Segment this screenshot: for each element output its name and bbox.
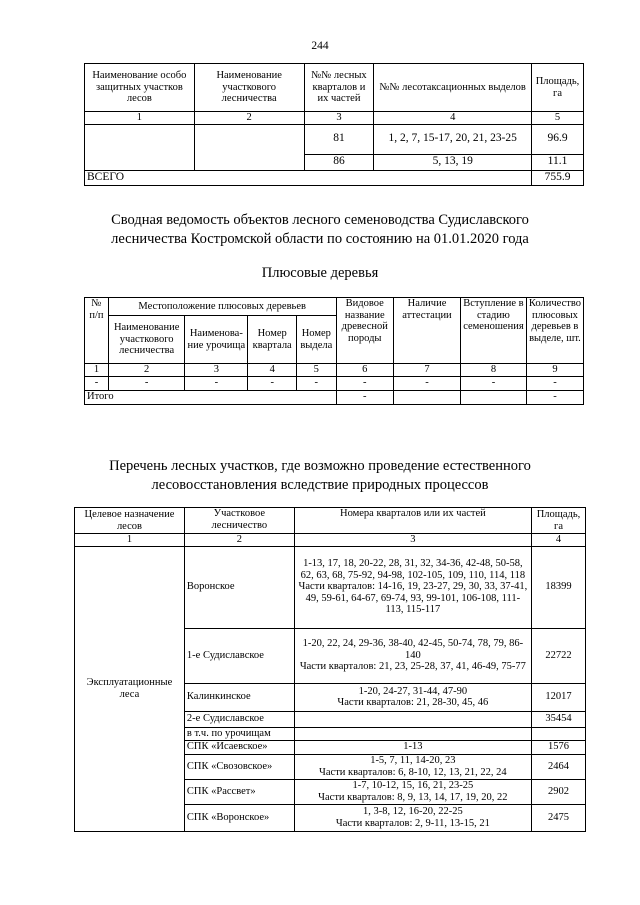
t2-colnum: 3 — [185, 364, 248, 377]
t1-empty-cell — [85, 124, 195, 170]
t3-area: 2902 — [532, 779, 586, 804]
t2-colnum: 2 — [108, 364, 185, 377]
heading-natural-regeneration — [0, 457, 640, 495]
table-row-total — [85, 170, 584, 185]
t3-header-4: Площадь, га — [532, 508, 586, 534]
t2-total-count: - — [526, 390, 583, 404]
t2-dash: - — [185, 376, 248, 390]
t1-colnum: 1 — [85, 112, 195, 125]
heading-line: лесовосстановления вследствие природных процессов — [151, 477, 489, 493]
t2-subheader: Номер выдела — [297, 316, 336, 364]
t3-name: Калинкинское — [184, 683, 294, 711]
t1-empty-cell — [194, 124, 304, 170]
t3-parts-line: Части кварталов: 21, 23, 25-28, 37, 41, 46-49, 75-77 — [299, 661, 526, 673]
t3-numbers-line: 1-13, 17, 18, 20-22, 28, 31, 32, 34-36, 42-48, 50-58, 62, 63, 68, 75-92, 94-98, 102-105, 109, 110, 114, 118 — [300, 558, 526, 581]
t1-total-label: ВСЕГО — [85, 170, 532, 185]
t3-parts-line: Части кварталов: 14-16, 19, 23-27, 29, 30, 33, 37-41, 49, 59-61, 64-67, 69-74, 93, 99-101, 106-108, 111-113, 115-117 — [298, 581, 528, 616]
t3-parts-line: Части кварталов: 6, 8-10, 12, 13, 21, 22, 24 — [319, 766, 507, 778]
t1-colnum: 4 — [374, 112, 532, 125]
t2-subheader: Наименование участкового лесничества — [108, 316, 185, 364]
t2-colnum: 7 — [394, 364, 461, 377]
t1-header-4: №№ лесотаксационных выделов — [374, 64, 532, 112]
t3-numbers-line: 1-7, 10-12, 15, 16, 21, 23-25 — [352, 780, 474, 791]
t3-area — [532, 727, 586, 740]
t2-dash: - — [394, 376, 461, 390]
t1-header-1: Наименование особо защитных участков лесов — [85, 64, 195, 112]
t2-header-stage: Вступление в стадию семеношения — [461, 298, 527, 364]
heading-line: Сводная ведомость объектов лесного семеноводства Судиславского — [111, 212, 529, 228]
t3-area: 35454 — [532, 711, 586, 727]
t3-colnum: 2 — [184, 534, 294, 547]
t3-name: СПК «Рассвет» — [184, 779, 294, 804]
t3-purpose: Эксплуатационные леса — [75, 546, 185, 831]
t2-header-species: Видовое название древесной породы — [336, 298, 394, 364]
t3-header-1: Целевое назначение лесов — [75, 508, 185, 534]
t3-parts-line: Части кварталов: 21, 28-30, 45, 46 — [337, 697, 489, 708]
t3-numbers — [294, 754, 531, 779]
natural-regeneration-table — [74, 507, 586, 832]
t3-area: 2475 — [532, 804, 586, 831]
t2-dash: - — [297, 376, 336, 390]
t3-header-2: Участковое лесничество — [184, 508, 294, 534]
t3-name: Воронское — [184, 546, 294, 628]
t3-area: 1576 — [532, 740, 586, 754]
t2-total-label: Итого — [85, 390, 337, 404]
t3-name: СПК «Воронское» — [184, 804, 294, 831]
t3-numbers-line: 1-20, 22, 24, 29-36, 38-40, 42-45, 50-74, 78, 79, 86-140 — [302, 638, 524, 661]
t3-name: СПК «Исаевское» — [184, 740, 294, 754]
t2-dash: - — [85, 376, 109, 390]
t2-dash: - — [461, 376, 527, 390]
t2-colnum: 5 — [297, 364, 336, 377]
t1-total-area: 755.9 — [532, 170, 584, 185]
t2-header-location: Местоположение плюсовых деревьев — [108, 298, 336, 316]
t1-header-5: Площадь, га — [532, 64, 584, 112]
t1-colnum: 5 — [532, 112, 584, 125]
heading-line: лесничества Костромской области по состоянию на 01.01.2020 года — [111, 231, 529, 247]
heading-line: Перечень лесных участков, где возможно проведение естественного — [109, 458, 531, 474]
subheading-plus-trees: Плюсовые деревья — [261, 265, 379, 281]
t3-colnum: 1 — [75, 534, 185, 547]
t2-total-species: - — [336, 390, 394, 404]
t1-kvartal: 81 — [304, 124, 374, 154]
t2-dash: - — [526, 376, 583, 390]
t3-parts-line: Части кварталов: 8, 9, 13, 14, 17, 19, 20, 22 — [318, 791, 508, 803]
t1-header-3: №№ лесных кварталов и их частей — [304, 64, 374, 112]
table-row — [85, 124, 584, 154]
t3-name: 2-е Судиславское — [184, 711, 294, 727]
t3-numbers-line: 1-20, 24-27, 31-44, 47-90 — [358, 685, 468, 697]
heading-seed-objects — [0, 211, 640, 249]
table-row — [85, 376, 584, 390]
t2-header-count: Количество плюсовых деревьев в выделе, шт. — [526, 298, 583, 364]
table-row-total — [85, 390, 584, 404]
t3-numbers — [294, 779, 531, 804]
t1-header-2: Наименование участкового лесничества — [194, 64, 304, 112]
t3-area: 22722 — [532, 628, 586, 683]
t2-subheader: Номер квартала — [248, 316, 297, 364]
t3-colnum: 4 — [532, 534, 586, 547]
t2-dash: - — [108, 376, 185, 390]
t1-kvartal: 86 — [304, 154, 374, 170]
t3-numbers — [294, 683, 531, 711]
t3-name: в т.ч. по урочищам — [184, 727, 294, 740]
t3-area: 12017 — [532, 683, 586, 711]
t2-colnum: 8 — [461, 364, 527, 377]
t2-dash: - — [248, 376, 297, 390]
t3-name: 1-е Судиславское — [184, 628, 294, 683]
t2-header-attest: Наличие аттестации — [394, 298, 461, 364]
t3-numbers — [294, 727, 531, 740]
t2-dash: - — [336, 376, 394, 390]
t1-area: 96.9 — [532, 124, 584, 154]
t2-colnum: 4 — [248, 364, 297, 377]
t1-colnum: 2 — [194, 112, 304, 125]
t2-subheader: Наименова-ние урочища — [185, 316, 248, 364]
t3-area: 2464 — [532, 754, 586, 779]
protected-areas-table — [84, 63, 584, 186]
t3-parts-line: Части кварталов: 2, 9-11, 13-15, 21 — [335, 817, 490, 829]
plus-trees-table — [84, 297, 584, 405]
t3-colnum: 3 — [294, 534, 531, 547]
t3-numbers — [294, 546, 531, 628]
t1-vydely: 5, 13, 19 — [374, 154, 532, 170]
t3-numbers — [294, 804, 531, 831]
t3-area: 18399 — [532, 546, 586, 628]
t3-numbers-line: 1-5, 7, 11, 14-20, 23 — [370, 755, 456, 766]
t2-header-num: № п/п — [85, 298, 109, 364]
t2-empty-cell — [461, 390, 527, 404]
t3-numbers-line: 1, 3-8, 12, 16-20, 22-25 — [363, 806, 463, 817]
t1-vydely: 1, 2, 7, 15-17, 20, 21, 23-25 — [374, 124, 532, 154]
t3-numbers — [294, 711, 531, 727]
t2-colnum: 9 — [526, 364, 583, 377]
t2-colnum: 1 — [85, 364, 109, 377]
t2-empty-cell — [394, 390, 461, 404]
table-row — [75, 546, 586, 628]
t3-numbers: 1-13 — [294, 740, 531, 754]
t3-header-3: Номера кварталов или их частей — [294, 508, 531, 534]
t2-colnum: 6 — [336, 364, 394, 377]
t3-name: СПК «Свозовское» — [184, 754, 294, 779]
page-number: 244 — [311, 40, 329, 52]
t1-colnum: 3 — [304, 112, 374, 125]
t3-numbers — [294, 628, 531, 683]
t1-area: 11.1 — [532, 154, 584, 170]
